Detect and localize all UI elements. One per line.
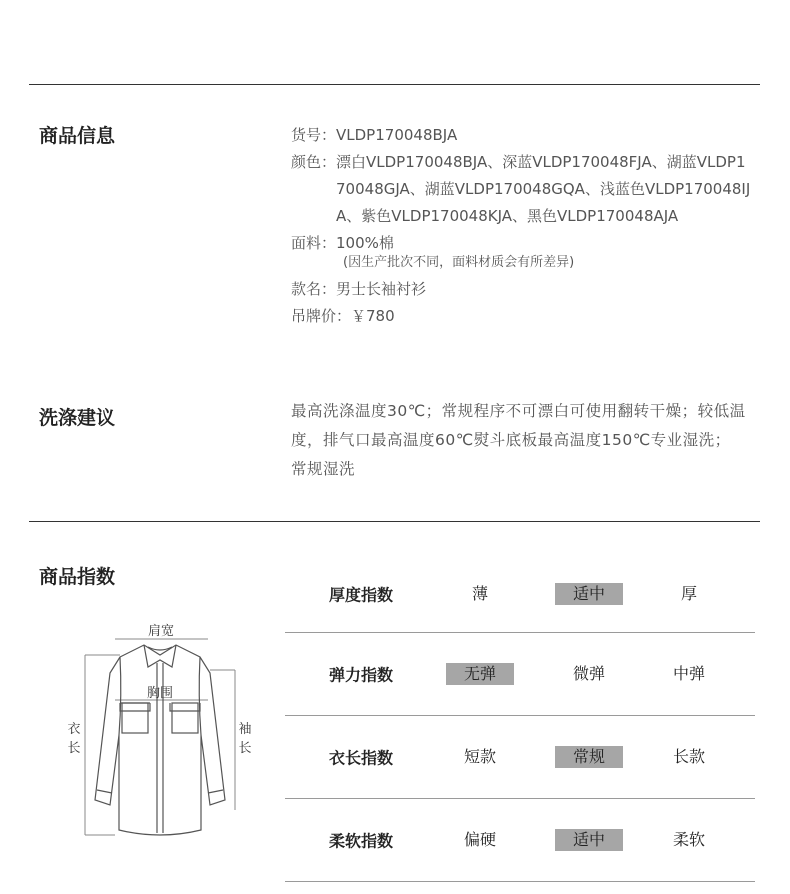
top-divider xyxy=(29,84,760,85)
index-name: 柔软指数 xyxy=(329,831,394,851)
index-name: 弹力指数 xyxy=(329,665,394,685)
sleeve-length-label-1: 袖 xyxy=(238,722,252,737)
body-length-label-2: 长 xyxy=(67,741,81,756)
index-name: 厚度指数 xyxy=(329,585,394,604)
index-option: 长款 xyxy=(672,747,705,766)
sku-value: VLDP170048BJA xyxy=(336,126,458,144)
index-row-length xyxy=(285,716,755,799)
section-title-product-index: 商品指数 xyxy=(39,566,116,588)
color-label: 颜色： xyxy=(291,153,337,171)
index-option: 适中 xyxy=(555,583,623,605)
chest-label: 胸围 xyxy=(146,686,174,701)
price-label: 吊牌价： xyxy=(291,307,352,325)
price-value: ￥780 xyxy=(351,307,395,325)
style-value: 男士长袖衬衫 xyxy=(336,280,427,298)
shirt-size-diagram xyxy=(60,615,260,850)
index-name: 衣长指数 xyxy=(329,748,394,768)
index-row-elasticity xyxy=(285,633,755,716)
body-length-label-1: 衣 xyxy=(67,722,81,737)
style-label: 款名： xyxy=(291,280,337,298)
fabric-label: 面料： xyxy=(291,234,337,252)
index-option: 偏硬 xyxy=(463,830,496,849)
sleeve-length-label-2: 长 xyxy=(238,741,252,756)
fabric-note: (因生产批次不同，面料材质会有所差异) xyxy=(343,255,575,270)
index-option: 薄 xyxy=(471,583,488,603)
info-row-color xyxy=(291,149,751,230)
index-option: 无弹 xyxy=(446,663,514,685)
color-value: 漂白VLDP170048BJA、深蓝VLDP170048FJA、湖蓝VLDP170048GJA、湖蓝VLDP170048GQA、浅蓝色VLDP170048IJA、紫色VLDP170048KJA、黑色VLDP170048AJA xyxy=(336,153,751,225)
fabric-value: 100%棉 xyxy=(336,234,394,252)
product-index-table xyxy=(285,555,755,882)
info-row-sku xyxy=(291,122,751,149)
sku-label: 货号： xyxy=(291,126,337,144)
info-row-style xyxy=(291,276,751,303)
info-row-price xyxy=(291,303,751,330)
product-info xyxy=(291,122,751,330)
middle-divider xyxy=(29,521,760,522)
index-option: 微弹 xyxy=(572,664,605,683)
index-option: 常规 xyxy=(555,746,623,768)
index-option: 柔软 xyxy=(672,830,705,849)
index-option: 厚 xyxy=(680,583,697,603)
index-row-softness xyxy=(285,799,755,882)
index-option: 适中 xyxy=(555,829,623,851)
shoulder-width-label: 肩宽 xyxy=(147,624,175,639)
index-row-thickness xyxy=(285,555,755,633)
section-title-wash-advice: 洗涤建议 xyxy=(39,407,116,429)
wash-advice-text: 最高洗涤温度30℃；常规程序不可漂白可使用翻转干燥；较低温度，排气口最高温度60℃熨斗底板最高温度150℃专业湿洗；常规湿洗 xyxy=(291,402,746,478)
index-option: 短款 xyxy=(463,747,496,766)
index-option: 中弹 xyxy=(672,664,705,683)
section-title-product-info: 商品信息 xyxy=(39,125,116,147)
